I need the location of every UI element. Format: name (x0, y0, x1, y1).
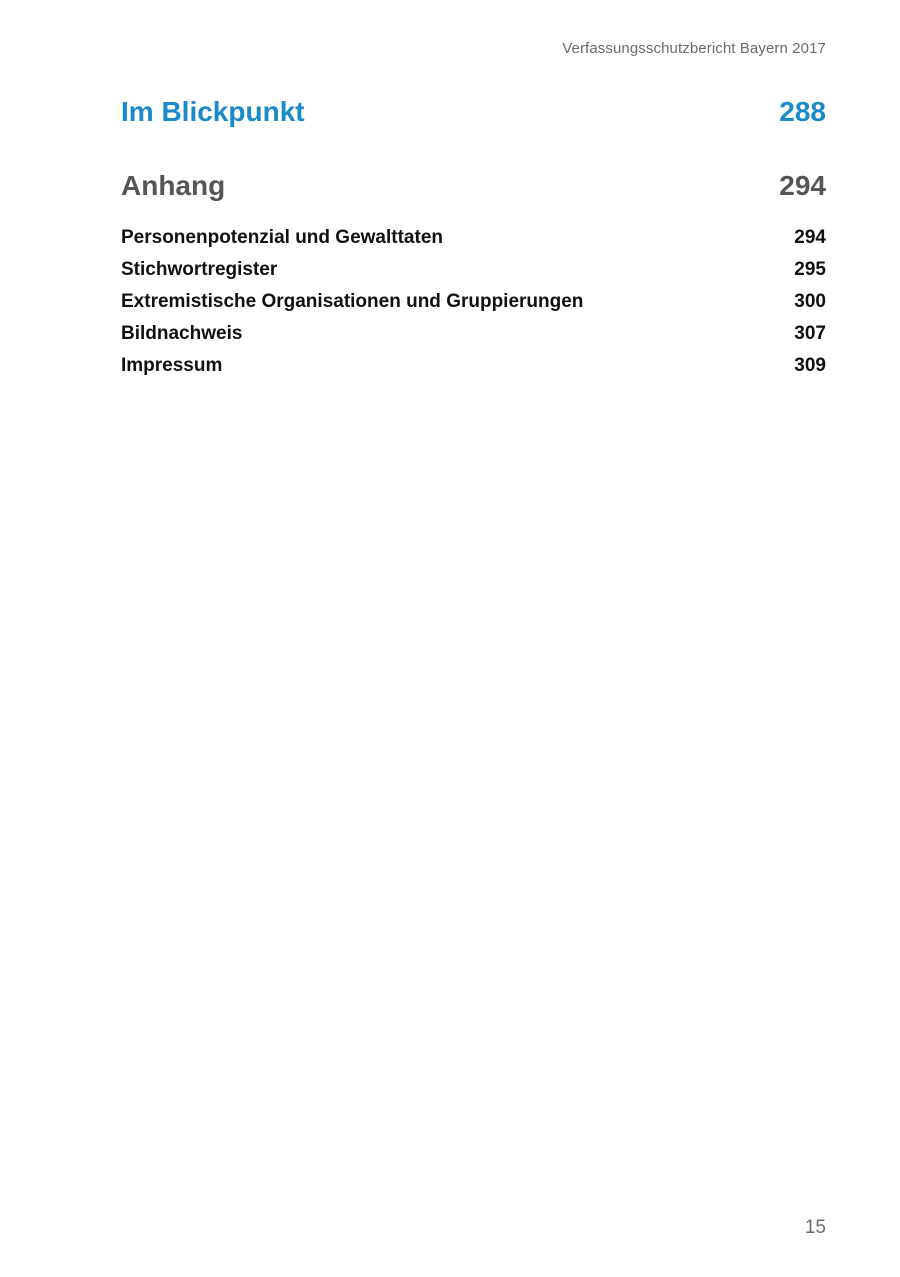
toc-section-anhang[interactable] (121, 170, 826, 202)
toc-entry-impressum[interactable] (121, 352, 826, 384)
toc-entry-title: Bildnachweis (121, 323, 243, 344)
page-number: 15 (804, 1217, 826, 1238)
toc-entry-title: Impressum (121, 355, 223, 376)
toc-entry-title: Stichwortregister (121, 259, 278, 280)
running-header: Verfassungsschutzbericht Bayern 2017 (562, 40, 826, 57)
toc-section-im-blickpunkt[interactable] (121, 96, 826, 128)
toc-entry-page: 309 (794, 355, 826, 376)
toc-section-title: Im Blickpunkt (121, 96, 305, 127)
toc-section-page: 294 (779, 170, 826, 201)
toc-section-title: Anhang (121, 170, 226, 201)
toc-entry-list (121, 224, 826, 384)
toc-entry-title: Extremistische Organisationen und Gruppierungen (121, 291, 584, 312)
toc-entry-stichwortregister[interactable] (121, 256, 826, 288)
toc-entry-personenpotenzial[interactable] (121, 224, 826, 256)
toc-entry-page: 294 (794, 227, 826, 248)
toc-section-page: 288 (779, 96, 826, 127)
toc-entry-extremistische-organisationen[interactable] (121, 288, 826, 320)
toc-entry-bildnachweis[interactable] (121, 320, 826, 352)
toc-entry-title: Personenpotenzial und Gewalttaten (121, 227, 443, 248)
toc-entry-page: 300 (794, 291, 826, 312)
toc-entry-page: 295 (794, 259, 826, 280)
toc-entry-page: 307 (794, 323, 826, 344)
